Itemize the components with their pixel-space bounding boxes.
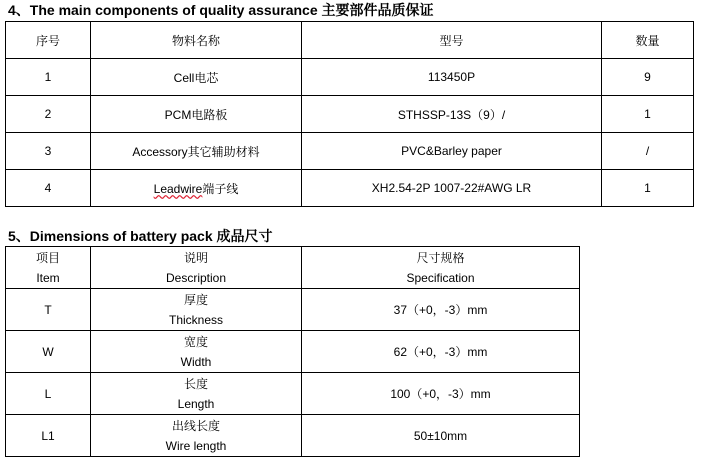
cell-model: 113450P bbox=[302, 59, 602, 96]
header-description-cn: 说明 bbox=[183, 250, 208, 265]
cell-description bbox=[91, 373, 302, 415]
description-en: Thickness bbox=[168, 312, 224, 327]
description-en: Width bbox=[180, 354, 212, 369]
spellcheck-word: Leadwire bbox=[153, 181, 203, 196]
cell-description bbox=[91, 415, 302, 457]
cell-serial-no: 1 bbox=[6, 59, 91, 96]
cell-material-name: PCM电路板 bbox=[91, 96, 302, 133]
header-specification bbox=[302, 247, 580, 289]
cell-serial-no: 3 bbox=[6, 133, 91, 170]
table-header-row bbox=[6, 247, 580, 289]
table-row bbox=[6, 59, 694, 96]
table-row bbox=[6, 96, 694, 133]
cell-description bbox=[91, 331, 302, 373]
cell-specification: 37（+0，-3）mm bbox=[302, 289, 580, 331]
table-row bbox=[6, 170, 694, 207]
cell-quantity: 1 bbox=[602, 170, 694, 207]
cell-item: T bbox=[6, 289, 91, 331]
table-row bbox=[6, 373, 580, 415]
description-cn: 厚度 bbox=[183, 292, 208, 307]
header-item-cn: 项目 bbox=[35, 250, 60, 265]
cell-material-name: Cell电芯 bbox=[91, 59, 302, 96]
table-row bbox=[6, 331, 580, 373]
section-4-heading: 4、The main components of quality assurance 主要部件品质保证 bbox=[8, 2, 434, 18]
description-en: Length bbox=[177, 396, 215, 411]
header-quantity: 数量 bbox=[602, 22, 694, 59]
description-cn: 宽度 bbox=[183, 334, 208, 349]
header-material-name: 物料名称 bbox=[91, 22, 302, 59]
header-specification-en: Specification bbox=[406, 270, 475, 285]
section-5-heading: 5、Dimensions of battery pack 成品尺寸 bbox=[8, 228, 273, 244]
cell-model: STHSSP-13S（9）/ bbox=[302, 96, 602, 133]
cell-specification: 62（+0，-3）mm bbox=[302, 331, 580, 373]
cell-specification: 50±10mm bbox=[302, 415, 580, 457]
dimensions-table bbox=[5, 246, 580, 457]
header-item bbox=[6, 247, 91, 289]
header-item-en: Item bbox=[36, 270, 60, 285]
material-name-suffix: 端子线 bbox=[202, 181, 239, 196]
cell-quantity: 9 bbox=[602, 59, 694, 96]
cell-quantity: / bbox=[602, 133, 694, 170]
description-cn: 长度 bbox=[183, 376, 208, 391]
cell-material-name: Accessory其它辅助材料 bbox=[91, 133, 302, 170]
cell-material-name bbox=[91, 170, 302, 207]
cell-item: L1 bbox=[6, 415, 91, 457]
table-row bbox=[6, 415, 580, 457]
header-model: 型号 bbox=[302, 22, 602, 59]
header-serial-no: 序号 bbox=[6, 22, 91, 59]
description-cn: 出线长度 bbox=[171, 418, 220, 433]
table-header-row bbox=[6, 22, 694, 59]
header-specification-cn: 尺寸规格 bbox=[416, 250, 465, 265]
header-description bbox=[91, 247, 302, 289]
cell-item: L bbox=[6, 373, 91, 415]
cell-model: XH2.54-2P 1007-22#AWG LR bbox=[302, 170, 602, 207]
cell-serial-no: 2 bbox=[6, 96, 91, 133]
table-row bbox=[6, 289, 580, 331]
table-row bbox=[6, 133, 694, 170]
cell-item: W bbox=[6, 331, 91, 373]
cell-quantity: 1 bbox=[602, 96, 694, 133]
cell-description bbox=[91, 289, 302, 331]
cell-specification: 100（+0，-3）mm bbox=[302, 373, 580, 415]
cell-model: PVC&Barley paper bbox=[302, 133, 602, 170]
components-table bbox=[5, 21, 694, 207]
cell-serial-no: 4 bbox=[6, 170, 91, 207]
description-en: Wire length bbox=[165, 438, 227, 453]
header-description-en: Description bbox=[165, 270, 227, 285]
